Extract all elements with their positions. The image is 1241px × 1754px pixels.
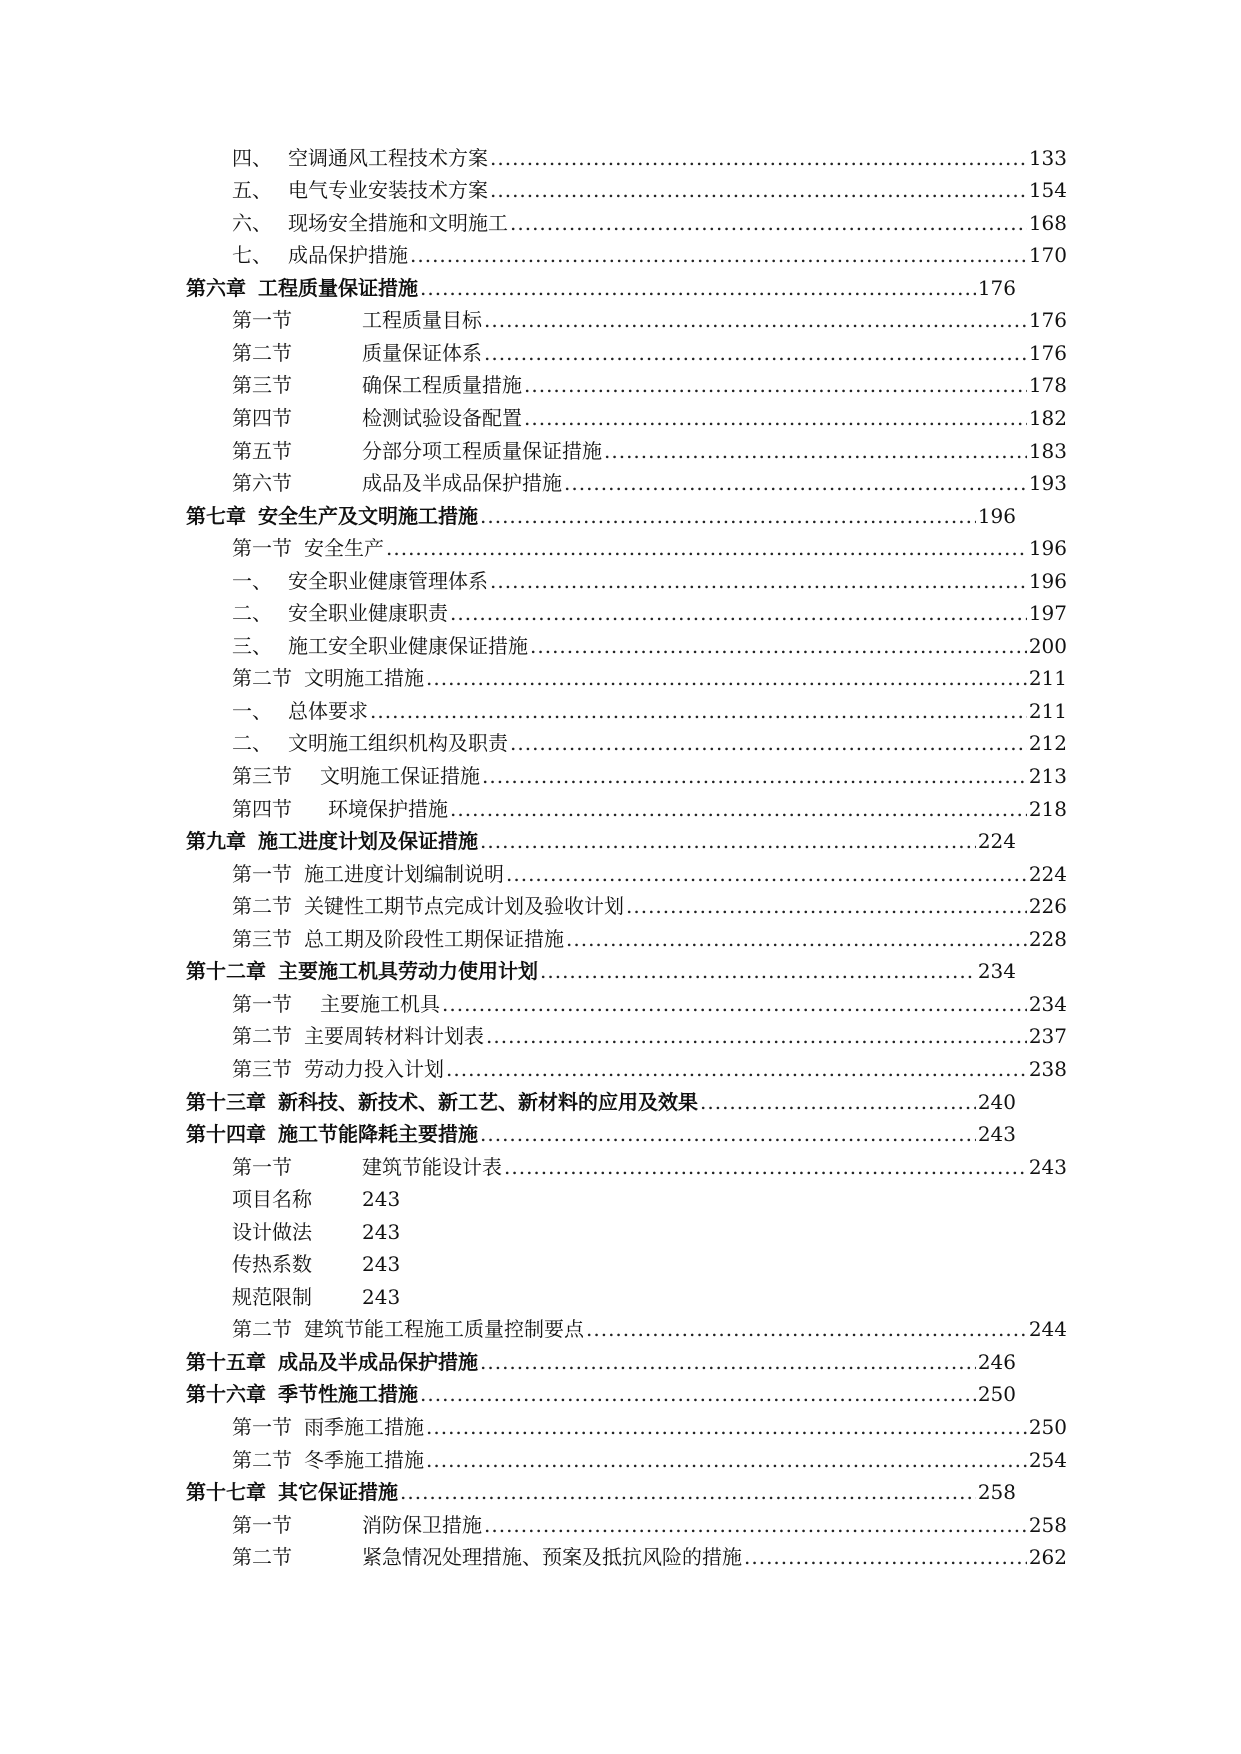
toc-page-number: 211: [1028, 666, 1067, 691]
toc-page-number: 212: [1028, 731, 1067, 756]
toc-page-number: 183: [1028, 438, 1067, 463]
toc-page-number: 258: [977, 1480, 1016, 1505]
toc-leader-dots: [484, 343, 1027, 363]
toc-entry-title: 现场安全措施和文明施工: [288, 210, 508, 235]
toc-entry-number: 第二节: [232, 666, 292, 691]
toc-entry-row[interactable]: [232, 623, 1067, 656]
toc-page-number: 133: [1028, 145, 1067, 170]
toc-entry-number: 四、: [232, 145, 272, 170]
toc-entry-title: 成品及半成品保护措施: [278, 1349, 478, 1374]
toc-entry-title: 安全生产: [304, 536, 384, 561]
toc-entry-number: 第二节: [232, 1545, 292, 1570]
toc-leader-dots: [442, 994, 1027, 1014]
toc-entry-title: 分部分项工程质量保证措施: [362, 438, 602, 463]
toc-page-number: 237: [1028, 1024, 1067, 1049]
toc-entry-row[interactable]: [232, 200, 1067, 233]
toc-entry-number: 第七章: [186, 503, 246, 528]
toc-entry-row[interactable]: [232, 656, 1067, 689]
toc-leader-dots: [446, 1059, 1027, 1079]
toc-entry-title: 季节性施工措施: [278, 1382, 418, 1407]
toc-entry-title: 243: [362, 1252, 401, 1277]
toc-leader-dots: [480, 1352, 976, 1372]
toc-entry-row[interactable]: [232, 526, 1067, 559]
toc-entry-title: 工程质量保证措施: [258, 275, 418, 300]
toc-page-number: 246: [977, 1349, 1016, 1374]
toc-entry-number: 第二节: [232, 340, 292, 365]
toc-entry-row[interactable]: [232, 1242, 1067, 1275]
toc-page-number: 228: [1028, 926, 1067, 951]
toc-chapter-row[interactable]: [186, 819, 1016, 852]
toc-entry-number: 二、: [232, 731, 272, 756]
toc-entry-number: 第六节: [232, 471, 292, 496]
toc-entry-row[interactable]: [232, 330, 1067, 363]
toc-entry-title: 其它保证措施: [278, 1480, 398, 1505]
toc-entry-title: 成品保护措施: [288, 243, 408, 268]
toc-entry-row[interactable]: [232, 1177, 1067, 1210]
toc-chapter-row[interactable]: [186, 1470, 1016, 1503]
toc-entry-title: 安全生产及文明施工措施: [258, 503, 478, 528]
toc-page-number: 196: [1028, 568, 1067, 593]
toc-entry-row[interactable]: [232, 1404, 1067, 1440]
toc-entry-number: 第一节: [232, 1415, 292, 1440]
toc-entry-number: 七、: [232, 243, 272, 268]
toc-leader-dots: [484, 1515, 1027, 1535]
toc-entry-number: 规范限制: [232, 1284, 312, 1309]
toc-entry-number: 第一节: [232, 1154, 292, 1179]
toc-chapter-row[interactable]: [186, 1112, 1016, 1145]
toc-entry-title: 雨季施工措施: [304, 1415, 424, 1440]
toc-page-number: 193: [1028, 471, 1067, 496]
toc-leader-dots: [420, 278, 976, 298]
toc-leader-dots: [566, 929, 1027, 949]
toc-leader-dots: [484, 310, 1027, 330]
toc-page-number: 262: [1028, 1545, 1067, 1570]
toc-entry-title: 成品及半成品保护措施: [362, 471, 562, 496]
toc-page-number: 244: [1028, 1317, 1067, 1342]
toc-entry-title: 建筑节能设计表: [362, 1154, 502, 1179]
toc-entry-number: 一、: [232, 568, 272, 593]
toc-leader-dots: [386, 538, 1027, 558]
toc-entry-row[interactable]: [232, 688, 1067, 721]
toc-page-number: 240: [977, 1089, 1016, 1114]
toc-entry-number: 三、: [232, 633, 272, 658]
toc-page-number: 238: [1028, 1056, 1067, 1081]
toc-entry-row[interactable]: [232, 428, 1067, 461]
toc-entry-number: 第一节: [232, 861, 292, 886]
toc-entry-title: 安全职业健康管理体系: [288, 568, 488, 593]
toc-entry-row[interactable]: [232, 1437, 1067, 1470]
toc-page-number: 176: [977, 275, 1016, 300]
toc-entry-row[interactable]: [232, 168, 1067, 201]
toc-entry-title: 关键性工期节点完成计划及验收计划: [304, 894, 624, 919]
toc-entry-number: 第三节: [232, 926, 292, 951]
toc-leader-dots: [524, 408, 1027, 428]
toc-entry-number: 第二节: [232, 1447, 292, 1472]
toc-entry-row[interactable]: [232, 1535, 1067, 1568]
toc-entry-title: 主要施工机具劳动力使用计划: [278, 959, 538, 984]
toc-entry-title: 243: [362, 1187, 401, 1212]
toc-page-number: 154: [1028, 178, 1067, 203]
toc-chapter-row[interactable]: [186, 1079, 1016, 1112]
toc-chapter-row[interactable]: [186, 1339, 1016, 1372]
toc-leader-dots: [450, 603, 1027, 623]
toc-leader-dots: [626, 896, 1027, 916]
toc-entry-number: 项目名称: [232, 1187, 312, 1212]
toc-entry-number: 五、: [232, 178, 272, 203]
toc-leader-dots: [530, 636, 1027, 656]
toc-page-number: 226: [1028, 894, 1067, 919]
toc-entry-title: 紧急情况处理措施、预案及抵抗风险的措施: [362, 1545, 742, 1570]
toc-entry-number: 第六章: [186, 275, 246, 300]
toc-chapter-row[interactable]: [186, 1372, 1016, 1405]
toc-entry-title: 243: [362, 1219, 401, 1244]
toc-entry-number: 六、: [232, 210, 272, 235]
toc-page-number: 182: [1028, 405, 1067, 430]
toc-entry-row[interactable]: [232, 1209, 1067, 1242]
toc-entry-number: 第十六章: [186, 1382, 266, 1407]
toc-leader-dots: [480, 1124, 976, 1144]
toc-entry-number: 第十三章: [186, 1089, 266, 1114]
toc-entry-row[interactable]: [232, 591, 1067, 624]
toc-page-number: 250: [1028, 1415, 1067, 1440]
toc-page-number: 196: [977, 503, 1016, 528]
toc-entry-number: 设计做法: [232, 1219, 312, 1244]
toc-entry-title: 确保工程质量措施: [362, 373, 522, 398]
toc-entry-row[interactable]: [232, 786, 1067, 819]
toc-entry-number: 第一节: [232, 991, 292, 1016]
toc-entry-row[interactable]: [232, 558, 1067, 591]
toc-leader-dots: [480, 506, 976, 526]
toc-entry-title: 文明施工措施: [304, 666, 424, 691]
toc-entry-number: 第三节: [232, 764, 292, 789]
toc-entry-title: 检测试验设备配置: [362, 405, 522, 430]
toc-leader-dots: [450, 799, 1027, 819]
toc-leader-dots: [700, 1092, 976, 1112]
toc-entry-title: 空调通风工程技术方案: [288, 145, 488, 170]
toc-page-number: 250: [977, 1382, 1016, 1407]
toc-page-number: 168: [1028, 210, 1067, 235]
toc-entry-row[interactable]: [232, 363, 1067, 396]
toc-entry-row[interactable]: [232, 395, 1067, 428]
toc-entry-number: 第四节: [232, 796, 292, 821]
toc-chapter-row[interactable]: [186, 949, 1016, 982]
toc-page-number: 211: [1028, 698, 1067, 723]
toc-page-number: 178: [1028, 373, 1067, 398]
toc-entry-title: 工程质量目标: [362, 308, 482, 333]
toc-entry-number: 二、: [232, 601, 272, 626]
toc-entry-title: 文明施工保证措施: [320, 764, 480, 789]
toc-entry-title: 新科技、新技术、新工艺、新材料的应用及效果: [278, 1089, 698, 1114]
toc-entry-row[interactable]: [232, 1307, 1067, 1340]
toc-page-number: 176: [1028, 308, 1067, 333]
toc-entry-title: 冬季施工措施: [304, 1447, 424, 1472]
toc-entry-row[interactable]: [232, 851, 1067, 884]
toc-entry-number: 第九章: [186, 829, 246, 854]
toc-entry-number: 传热系数: [232, 1252, 312, 1277]
toc-entry-title: 施工进度计划编制说明: [304, 861, 504, 886]
toc-leader-dots: [480, 831, 976, 851]
toc-leader-dots: [540, 961, 976, 981]
toc-entry-row[interactable]: [232, 981, 1067, 1014]
toc-page-number: 176: [1028, 340, 1067, 365]
toc-page-number: 218: [1028, 796, 1067, 821]
toc-entry-title: 施工节能降耗主要措施: [278, 1122, 478, 1147]
toc-leader-dots: [490, 148, 1027, 168]
toc-entry-row[interactable]: [232, 1144, 1067, 1177]
toc-page-number: 243: [1028, 1154, 1067, 1179]
toc-chapter-row[interactable]: [186, 265, 1016, 298]
toc-entry-title: 环境保护措施: [328, 796, 448, 821]
toc-entry-title: 施工进度计划及保证措施: [258, 829, 478, 854]
toc-page-number: 213: [1028, 764, 1067, 789]
toc-entry-number: 第十五章: [186, 1349, 266, 1374]
toc-page-number: 224: [977, 829, 1016, 854]
toc-entry-number: 第二节: [232, 1024, 292, 1049]
toc-entry-number: 第四节: [232, 405, 292, 430]
toc-page-number: 234: [1028, 991, 1067, 1016]
toc-entry-number: 第一节: [232, 308, 292, 333]
toc-leader-dots: [426, 668, 1027, 688]
toc-entry-title: 总工期及阶段性工期保证措施: [304, 926, 564, 951]
toc-leader-dots: [510, 733, 1027, 753]
toc-entry-row[interactable]: [232, 461, 1067, 494]
toc-entry-title: 质量保证体系: [362, 340, 482, 365]
toc-entry-number: 第三节: [232, 373, 292, 398]
toc-leader-dots: [482, 766, 1027, 786]
toc-page-number: 258: [1028, 1512, 1067, 1537]
toc-entry-row[interactable]: [232, 233, 1067, 266]
toc-leader-dots: [370, 701, 1027, 721]
toc-leader-dots: [524, 375, 1027, 395]
toc-leader-dots: [410, 245, 1027, 265]
toc-leader-dots: [564, 473, 1027, 493]
toc-leader-dots: [586, 1319, 1027, 1339]
toc-entry-row[interactable]: [232, 1014, 1067, 1047]
toc-entry-title: 电气专业安装技术方案: [288, 178, 488, 203]
toc-page-number: 196: [1028, 536, 1067, 561]
toc-leader-dots: [604, 441, 1027, 461]
toc-entry-title: 施工安全职业健康保证措施: [288, 633, 528, 658]
toc-leader-dots: [490, 571, 1027, 591]
toc-entry-title: 安全职业健康职责: [288, 601, 448, 626]
toc-leader-dots: [490, 180, 1027, 200]
toc-page-number: 197: [1028, 601, 1067, 626]
toc-entry-row[interactable]: [232, 298, 1067, 331]
toc-entry-row[interactable]: [232, 884, 1067, 917]
toc-leader-dots: [426, 1450, 1027, 1470]
toc-page-number: 170: [1028, 243, 1067, 268]
toc-entry-title: 文明施工组织机构及职责: [288, 731, 508, 756]
toc-entry-row[interactable]: [232, 721, 1067, 754]
toc-entry-number: 第一节: [232, 1512, 292, 1537]
toc-chapter-row[interactable]: [186, 493, 1016, 526]
toc-entry-row[interactable]: [232, 1274, 1067, 1307]
toc-entry-number: 第一节: [232, 536, 292, 561]
toc-entry-title: 243: [362, 1284, 401, 1309]
toc-entry-title: 主要周转材料计划表: [304, 1024, 484, 1049]
toc-entry-title: 建筑节能工程施工质量控制要点: [304, 1317, 584, 1342]
toc-leader-dots: [400, 1482, 976, 1502]
toc-entry-row[interactable]: [232, 753, 1067, 789]
toc-entry-row[interactable]: [232, 135, 1067, 168]
toc-entry-row[interactable]: [232, 1502, 1067, 1535]
toc-entry-title: 消防保卫措施: [362, 1512, 482, 1537]
toc-entry-title: 总体要求: [288, 698, 368, 723]
toc-entry-number: 第十二章: [186, 959, 266, 984]
toc-leader-dots: [504, 1157, 1027, 1177]
toc-entry-title: 主要施工机具: [320, 991, 440, 1016]
toc-page-number: 243: [977, 1122, 1016, 1147]
toc-entry-number: 第十七章: [186, 1480, 266, 1505]
toc-entry-number: 第二节: [232, 1317, 292, 1342]
toc-entry-number: 第五节: [232, 438, 292, 463]
toc-page-number: 224: [1028, 861, 1067, 886]
toc-entry-row[interactable]: [232, 916, 1067, 949]
toc-leader-dots: [420, 1384, 976, 1404]
toc-leader-dots: [486, 1026, 1027, 1046]
toc-leader-dots: [744, 1547, 1027, 1567]
toc-leader-dots: [506, 864, 1027, 884]
toc-page-number: 200: [1028, 633, 1067, 658]
toc-entry-number: 一、: [232, 698, 272, 723]
toc-entry-number: 第十四章: [186, 1122, 266, 1147]
toc-entry-title: 劳动力投入计划: [304, 1056, 444, 1081]
toc-leader-dots: [426, 1417, 1027, 1437]
toc-entry-row[interactable]: [232, 1046, 1067, 1079]
toc-page-number: 234: [977, 959, 1016, 984]
toc-entry-number: 第三节: [232, 1056, 292, 1081]
toc-leader-dots: [510, 213, 1027, 233]
toc-entry-number: 第二节: [232, 894, 292, 919]
toc-page-number: 254: [1028, 1447, 1067, 1472]
